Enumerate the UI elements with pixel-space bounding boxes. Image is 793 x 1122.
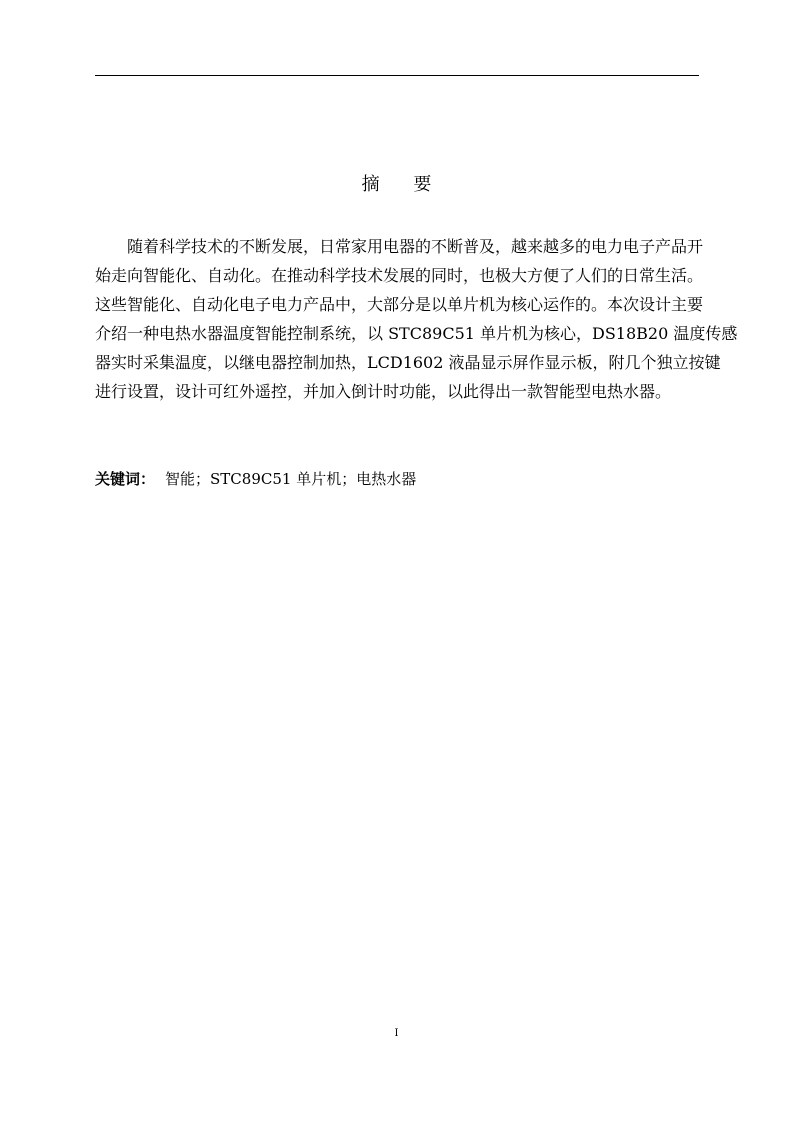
keywords-row — [95, 466, 416, 492]
header-rule — [95, 75, 699, 76]
abstract-line: 器实时采集温度，以继电器控制加热，LCD1602 液晶显示屏作显示板，附几个独立按键 — [95, 353, 721, 372]
abstract-line: 始走向智能化、自动化。在推动科学技术发展的同时，也极大方便了人们的日常生活。 — [95, 266, 704, 285]
abstract-line: 这些智能化、自动化电子电力产品中，大部分是以单片机为核心运作的。本次设计主要 — [95, 295, 704, 314]
keywords-label: 关键词： — [95, 470, 156, 488]
abstract-line: 随着科学技术的不断发展，日常家用电器的不断普及，越来越多的电力电子产品开 — [127, 237, 704, 256]
abstract-line: 介绍一种电热水器温度智能控制系统，以 STC89C51 单片机为核心，DS18B20 温度传感 — [95, 324, 738, 343]
abstract-line: 进行设置，设计可红外遥控，并加入倒计时功能，以此得出一款智能型电热水器。 — [95, 382, 672, 401]
abstract-body — [95, 232, 738, 406]
page-number: I — [394, 1028, 399, 1039]
abstract-title: 摘 要 — [361, 174, 446, 195]
keywords-values: 智能；STC89C51 单片机；电热水器 — [165, 470, 417, 488]
